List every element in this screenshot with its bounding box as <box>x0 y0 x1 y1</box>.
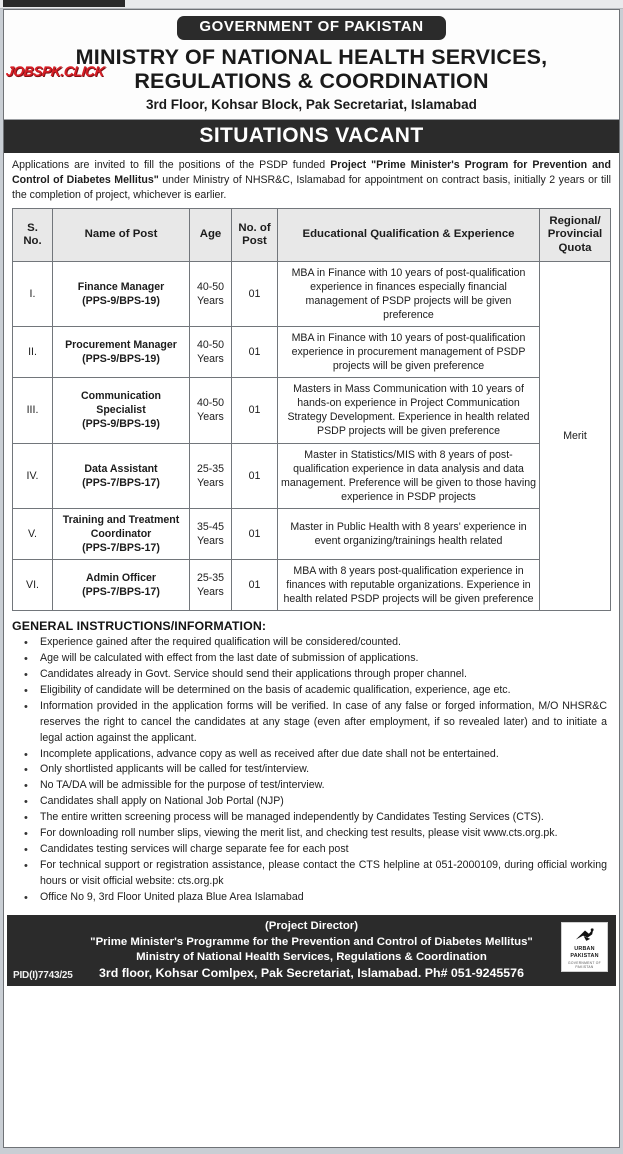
cell-qualification: Master in Statistics/MIS with 8 years of post-qualification experience in data analysis and data management. Preference will be given to those having experience in PSDP projects <box>278 443 540 508</box>
post-scale: (PPS-9/BPS-19) <box>82 294 160 307</box>
cell-sno: IV. <box>13 443 53 508</box>
intro-project-name: Project "Prime Minister's Program for Prevention and Control of Diabetes Mellitus" <box>12 159 611 187</box>
cell-age <box>190 560 232 611</box>
header-num-line2: Post <box>242 235 267 248</box>
age-range: 25-35 <box>196 572 225 585</box>
cell-qualification: Master in Public Health with 8 years' experience in event organizing/trainings health related <box>278 508 540 559</box>
header-post: Name of Post <box>53 209 190 261</box>
header-quota-line3: Quota <box>558 241 592 254</box>
ministry-title-line2: REGULATIONS & COORDINATION <box>134 68 489 93</box>
age-unit: Years <box>197 534 224 547</box>
table-row <box>13 327 611 378</box>
post-title: Data Assistant <box>84 462 158 475</box>
intro-paragraph <box>4 153 619 207</box>
advertisement-header <box>4 10 619 120</box>
cell-number-of-post: 01 <box>232 560 278 611</box>
advertisement-footer <box>7 915 616 986</box>
age-unit: Years <box>197 294 224 307</box>
cell-number-of-post: 01 <box>232 327 278 378</box>
instructions-list <box>4 635 619 911</box>
cell-age <box>190 443 232 508</box>
header-sno-line2: No. <box>23 235 42 248</box>
header-quota-line2: Provincial <box>547 228 603 241</box>
instructions-title: GENERAL INSTRUCTIONS/INFORMATION: <box>12 619 267 634</box>
age-unit: Years <box>197 586 224 599</box>
cell-post-name <box>53 327 190 378</box>
header-qualification: Educational Qualification & Experience <box>278 209 540 261</box>
instruction-item: • The entire written screening process will be managed independently by Candidates Testing Services (CTS). <box>14 810 609 826</box>
cell-age <box>190 327 232 378</box>
age-range: 40-50 <box>196 280 225 293</box>
instruction-item: • Candidates testing services will charge separate fee for each post <box>14 842 609 858</box>
post-title: Admin Officer <box>85 572 157 585</box>
logo-text-line1: URBAN <box>574 946 595 953</box>
pid-number: PID(I)7743/25 <box>13 969 73 981</box>
instruction-item: • Only shortlisted applicants will be called for test/interview. <box>14 762 609 778</box>
header-sno <box>13 209 53 261</box>
urban-pakistan-logo <box>561 922 608 972</box>
cell-number-of-post: 01 <box>232 378 278 443</box>
age-range: 25-35 <box>196 462 225 475</box>
cell-qualification: Masters in Mass Communication with 10 years of hands-on experience in Project Communication Strategy Development. Experience in health related PSDP projects will be given preference <box>278 378 540 443</box>
header-sno-line1: S. <box>27 221 38 234</box>
site-watermark: JOBSPK.CLICK <box>5 63 106 79</box>
logo-text-line2: PAKISTAN <box>570 953 599 960</box>
cell-sno: II. <box>13 327 53 378</box>
header-quota-line1: Regional/ <box>549 215 601 228</box>
post-scale: (PPS-7/BPS-17) <box>82 476 160 489</box>
cell-post-name <box>53 560 190 611</box>
instruction-item: • For downloading roll number slips, viewing the merit list, and checking test results, please visit www.cts.org.pk. <box>14 826 609 842</box>
post-scale: (PPS-7/BPS-17) <box>82 542 160 555</box>
table-row <box>13 560 611 611</box>
post-scale: (PPS-9/BPS-19) <box>82 418 160 431</box>
post-title: Training and Treatment Coordinator <box>62 513 180 540</box>
situations-vacant-band: SITUATIONS VACANT <box>4 120 619 153</box>
table-header-row <box>13 209 611 261</box>
post-title: Procurement Manager <box>65 339 177 352</box>
cell-sno: I. <box>13 261 53 326</box>
age-range: 35-45 <box>196 520 225 533</box>
cell-post-name <box>53 443 190 508</box>
cell-age <box>190 378 232 443</box>
cell-number-of-post: 01 <box>232 508 278 559</box>
table-row <box>13 261 611 326</box>
logo-text-line3: GOVERNMENT OF PAKISTAN <box>568 960 601 970</box>
cell-number-of-post: 01 <box>232 261 278 326</box>
age-unit: Years <box>197 476 224 489</box>
instruction-item: • Office No 9, 3rd Floor United plaza Blue Area Islamabad <box>14 890 609 906</box>
cell-sno: V. <box>13 508 53 559</box>
age-range: 40-50 <box>196 339 225 352</box>
post-scale: (PPS-7/BPS-17) <box>82 586 160 599</box>
header-quota <box>540 209 611 261</box>
table-row <box>13 508 611 559</box>
vacancies-table-body <box>13 261 611 611</box>
cell-quota: Merit <box>540 261 611 611</box>
ministry-address: 3rd Floor, Kohsar Block, Pak Secretariat, Islamabad <box>146 96 477 112</box>
cell-qualification: MBA in Finance with 10 years of post-qualification experience in finances especially financial management of PSDP projects will be given preference <box>278 261 540 326</box>
cell-qualification: MBA with 8 years post-qualification experience in finances with reputable organizations. Experience in health related PSDP projects will be given preference <box>278 560 540 611</box>
top-edge-dark-block <box>3 0 125 7</box>
instruction-item: • Candidates shall apply on National Job Portal (NJP) <box>14 794 609 810</box>
instruction-item: • Eligibility of candidate will be determined on the basis of academic qualification, experience, age etc. <box>14 683 609 699</box>
header-num-line1: No. of <box>238 221 271 234</box>
cell-sno: VI. <box>13 560 53 611</box>
cell-sno: III. <box>13 378 53 443</box>
post-scale: (PPS-9/BPS-19) <box>82 353 160 366</box>
table-row <box>13 443 611 508</box>
post-title: Finance Manager <box>77 280 165 293</box>
intro-text-part1: Applications are invited to fill the positions of the PSDP funded <box>12 159 331 172</box>
cell-post-name <box>53 508 190 559</box>
falcon-bird-icon <box>572 925 598 945</box>
post-title: Communication Specialist <box>80 390 162 417</box>
job-advertisement <box>3 9 620 1148</box>
age-range: 40-50 <box>196 397 225 410</box>
government-banner: GOVERNMENT OF PAKISTAN <box>177 16 445 40</box>
instruction-item: • No TA/DA will be admissible for the purpose of test/interview. <box>14 778 609 794</box>
instruction-item: • Incomplete applications, advance copy as well as received after due date shall not be entertained. <box>14 747 609 763</box>
cell-qualification: MBA in Finance with 10 years of post-qualification experience in procurement management of PSDP projects will be given preference <box>278 327 540 378</box>
cell-age <box>190 261 232 326</box>
cell-post-name <box>53 378 190 443</box>
footer-address-phone: 3rd floor, Kohsar Comlpex, Pak Secretariat, Islamabad. Ph# 051-9245576 <box>99 965 524 980</box>
age-unit: Years <box>197 411 224 424</box>
footer-project-director: (Project Director) <box>264 920 359 933</box>
cell-post-name <box>53 261 190 326</box>
footer-programme-name: "Prime Minister's Programme for the Prevention and Control of Diabetes Mellitus" <box>90 935 533 948</box>
intro-text-part2: under Ministry of NHSR&C, Islamabad for appointment on contract basis, initially 2 years or till the completion of project, whichever is earlier. <box>12 174 611 202</box>
header-age: Age <box>190 209 232 261</box>
ministry-title-line1: MINISTRY OF NATIONAL HEALTH SERVICES, <box>75 44 548 69</box>
cell-age <box>190 508 232 559</box>
header-number-of-post <box>232 209 278 261</box>
vacancies-table <box>12 208 611 611</box>
instruction-item: • Candidates already in Govt. Service should send their applications through proper channel. <box>14 667 609 683</box>
footer-ministry: Ministry of National Health Services, Regulations & Coordination <box>136 950 487 963</box>
top-edge-strip <box>0 0 623 9</box>
cell-number-of-post: 01 <box>232 443 278 508</box>
instruction-item: • For technical support or registration assistance, please contact the CTS helpline at 051-2000109, during official working hours or visit official website: cts.org.pk <box>14 858 609 890</box>
instruction-item: • Information provided in the application forms will be verified. In case of any false or forged information, M/O NHSR&C reserves the right to cancel the candidates at any stage (even after employment, if so revealed later) and to initiate a legal action against the applicant. <box>14 699 609 747</box>
table-row <box>13 378 611 443</box>
age-unit: Years <box>197 353 224 366</box>
instruction-item: • Experience gained after the required qualification will be considered/counted. <box>14 635 609 651</box>
instruction-item: • Age will be calculated with effect from the last date of submission of applications. <box>14 651 609 667</box>
